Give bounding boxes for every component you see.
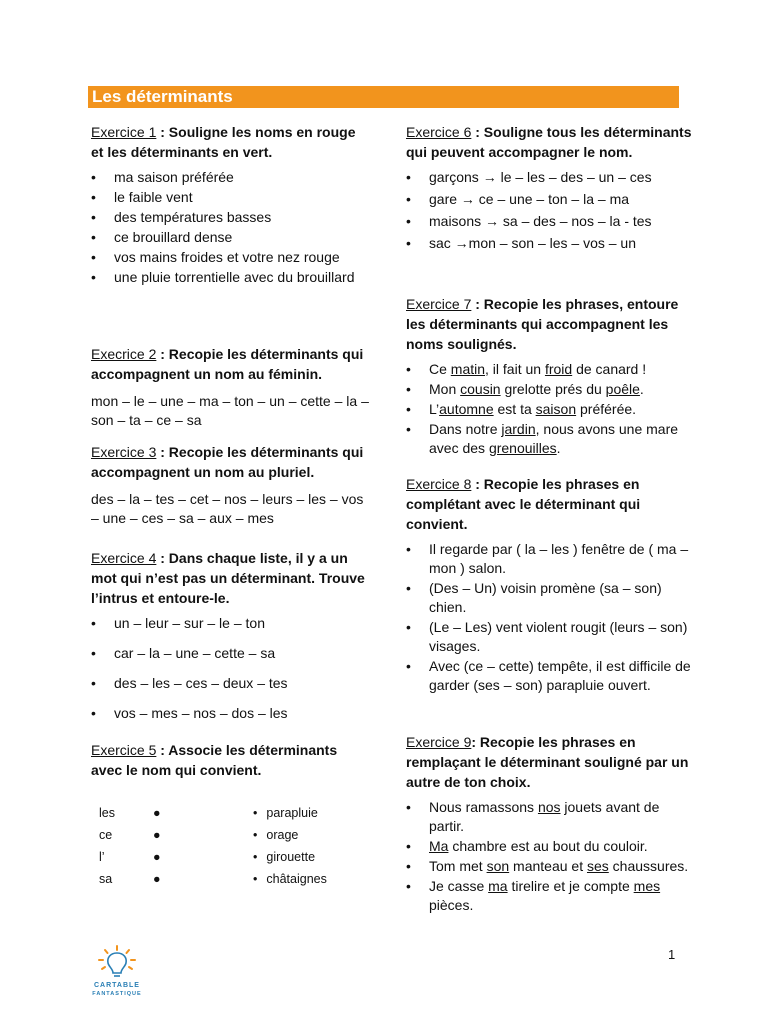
underlined-noun: saison xyxy=(535,401,577,417)
exercise-8-list xyxy=(406,540,696,695)
determinant: ce xyxy=(99,828,113,842)
determiner-list: des – la – tes – cet – nos – leurs – les – vos – une – ces – sa – aux – mes xyxy=(91,491,364,526)
exercise-2-title xyxy=(91,344,371,384)
underlined-determinant: nos xyxy=(537,799,561,815)
exercise-instruction: : Souligne les noms en rouge et les déterminants en vert. xyxy=(91,124,356,160)
underlined-noun: matin xyxy=(450,361,486,377)
exercise-label: Exercice 6 xyxy=(406,124,472,140)
determiner-list: mon – le – une – ma – ton – un – cette – la – son – ta – ce – sa xyxy=(91,393,369,428)
exercise-9 xyxy=(406,732,696,916)
match-dot: ● xyxy=(153,828,161,842)
sentence-text: tirelire et je compte xyxy=(507,878,634,894)
exercise-8 xyxy=(406,474,696,696)
underlined-noun: automne xyxy=(439,401,494,417)
list-item xyxy=(406,360,696,379)
underlined-noun: grenouilles xyxy=(488,440,557,456)
list-item: • vos – mes – nos – dos – les xyxy=(91,704,371,723)
exercise-label: Exercice 9 xyxy=(406,734,472,750)
sentence-text: Ce xyxy=(429,361,451,377)
list-item: • (Des – Un) voisin promène (sa – son) chien. xyxy=(406,579,696,617)
list-item: • (Le – Les) vent violent rougit (leurs – son) visages. xyxy=(406,618,696,656)
list-item xyxy=(406,400,696,419)
list-item: • un – leur – sur – le – ton xyxy=(91,614,371,633)
underlined-determinant: ma xyxy=(488,878,508,894)
sentence-text: manteau et xyxy=(509,858,587,874)
exercise-9-list xyxy=(406,798,696,915)
exercise-3-title xyxy=(91,442,371,482)
exercise-instruction: : Recopie les déterminants qui accompagnent un nom au féminin. xyxy=(91,346,364,382)
exercise-label: Exercice 5 xyxy=(91,742,157,758)
list-item: • Il regarde par ( la – les ) fenêtre de ( ma – mon ) salon. xyxy=(406,540,696,578)
list-item: • une pluie torrentielle avec du brouillard xyxy=(91,268,371,287)
sentence-text: , il fait un xyxy=(485,361,545,377)
exercise-4-title xyxy=(91,548,371,608)
list-item: • maisons → sa – des – nos – la - tes xyxy=(406,212,696,231)
exercise-instruction: : Recopie les phrases en remplaçant le déterminant souligné par un autre de ton choix. xyxy=(406,734,689,790)
match-dot: ● xyxy=(153,850,161,864)
sentence-text: Mon xyxy=(429,381,461,397)
exercise-7 xyxy=(406,294,696,459)
sentence-text: est ta xyxy=(493,401,536,417)
noun: • girouette xyxy=(253,850,315,864)
logo xyxy=(88,944,146,1004)
exercise-instruction: : Souligne tous les déterminants qui peuvent accompagner le nom. xyxy=(406,124,692,160)
exercise-instruction: : Recopie les phrases, entoure les déterminants qui accompagnent les noms soulignés. xyxy=(406,296,679,352)
match-dot: ● xyxy=(153,872,161,886)
exercise-instruction: : Recopie les déterminants qui accompagnent un nom au pluriel. xyxy=(91,444,364,480)
sentence-text: . xyxy=(556,440,561,456)
exercise-instruction: : Associe les déterminants avec le nom qui convient. xyxy=(91,742,338,778)
list-item: • sac →mon – son – les – vos – un xyxy=(406,234,696,253)
determinant: l’ xyxy=(99,850,105,864)
page-number: 1 xyxy=(668,947,676,962)
lightbulb-icon xyxy=(88,944,146,980)
exercise-label: Exercice 1 xyxy=(91,124,157,140)
sentence-text: Je casse xyxy=(429,878,489,894)
sentence-text: de canard ! xyxy=(572,361,647,377)
exercise-5 xyxy=(91,740,371,886)
exercise-8-title xyxy=(406,474,696,534)
underlined-noun: poêle xyxy=(605,381,640,397)
exercise-4-list xyxy=(91,614,371,723)
exercise-3 xyxy=(91,442,371,528)
list-item: • car – la – une – cette – sa xyxy=(91,644,371,663)
list-item xyxy=(406,420,696,458)
list-item: • vos mains froides et votre nez rouge xyxy=(91,248,371,267)
underlined-determinant: Ma xyxy=(429,838,449,854)
sentence-text: chambre est au bout du couloir. xyxy=(448,838,648,854)
underlined-noun: cousin xyxy=(460,381,501,397)
exercise-4 xyxy=(91,548,371,734)
exercise-label: Exercice 8 xyxy=(406,476,472,492)
sentence-text: pièces. xyxy=(429,897,474,913)
noun: • châtaignes xyxy=(253,872,327,886)
page-title: Les déterminants xyxy=(88,86,679,108)
list-item xyxy=(406,380,696,399)
list-item: • ce brouillard dense xyxy=(91,228,371,247)
sentence-text: chaussures. xyxy=(608,858,689,874)
list-item xyxy=(406,798,696,836)
noun: • parapluie xyxy=(253,806,318,820)
sentence-text: Nous ramassons xyxy=(429,799,538,815)
underlined-determinant: son xyxy=(486,858,510,874)
list-item xyxy=(406,837,696,856)
exercise-6 xyxy=(406,122,696,256)
exercise-5-title xyxy=(91,740,371,780)
logo-text-line2: FANTASTIQUE xyxy=(92,991,142,997)
list-item: • des – les – ces – deux – tes xyxy=(91,674,371,693)
sentence-text: Dans notre xyxy=(429,421,502,437)
determinant: sa xyxy=(99,872,113,886)
exercise-6-title xyxy=(406,122,696,162)
underlined-determinant: ses xyxy=(586,858,609,874)
exercise-9-title xyxy=(406,732,696,792)
list-item: • Avec (ce – cette) tempête, il est difficile de garder (ses – son) parapluie ouvert. xyxy=(406,657,696,695)
exercise-1 xyxy=(91,122,371,288)
list-item xyxy=(406,877,696,915)
list-item: • garçons → le – les – des – un – ces xyxy=(406,168,696,187)
determinant: les xyxy=(99,806,115,820)
exercise-2 xyxy=(91,344,371,430)
sentence-text: jouets avant de partir. xyxy=(429,799,660,834)
sentence-text: . xyxy=(639,381,644,397)
exercise-instruction: : Dans chaque liste, il y a un mot qui n’est pas un déterminant. Trouve l’intrus et entoure-le. xyxy=(91,550,365,606)
exercise-label: Exercice 4 xyxy=(91,550,157,566)
exercise-6-list xyxy=(406,168,696,253)
exercise-1-title xyxy=(91,122,371,162)
list-item: • le faible vent xyxy=(91,188,371,207)
sentence-text: , nous avons une mare avec des xyxy=(429,421,679,456)
sentence-text: préférée. xyxy=(576,401,637,417)
sentence-text: grelotte prés du xyxy=(500,381,606,397)
underlined-noun: jardin xyxy=(501,421,536,437)
logo-text-line1: CARTABLE xyxy=(94,982,140,989)
sentence-text: L’ xyxy=(429,401,440,417)
match-dot: ● xyxy=(153,806,161,820)
exercise-label: Execrice 2 xyxy=(91,346,157,362)
underlined-noun: froid xyxy=(544,361,573,377)
noun: • orage xyxy=(253,828,298,842)
exercise-instruction: : Recopie les phrases en complétant avec le déterminant qui convient. xyxy=(406,476,641,532)
exercise-7-list xyxy=(406,360,696,458)
exercise-1-list xyxy=(91,168,371,287)
list-item xyxy=(406,857,696,876)
list-item: • gare → ce – une – ton – la – ma xyxy=(406,190,696,209)
exercise-label: Exercice 3 xyxy=(91,444,157,460)
exercise-7-title xyxy=(406,294,696,354)
underlined-determinant: mes xyxy=(633,878,661,894)
list-item: • ma saison préférée xyxy=(91,168,371,187)
sentence-text: Tom met xyxy=(429,858,487,874)
exercise-label: Exercice 7 xyxy=(406,296,472,312)
list-item: • des températures basses xyxy=(91,208,371,227)
